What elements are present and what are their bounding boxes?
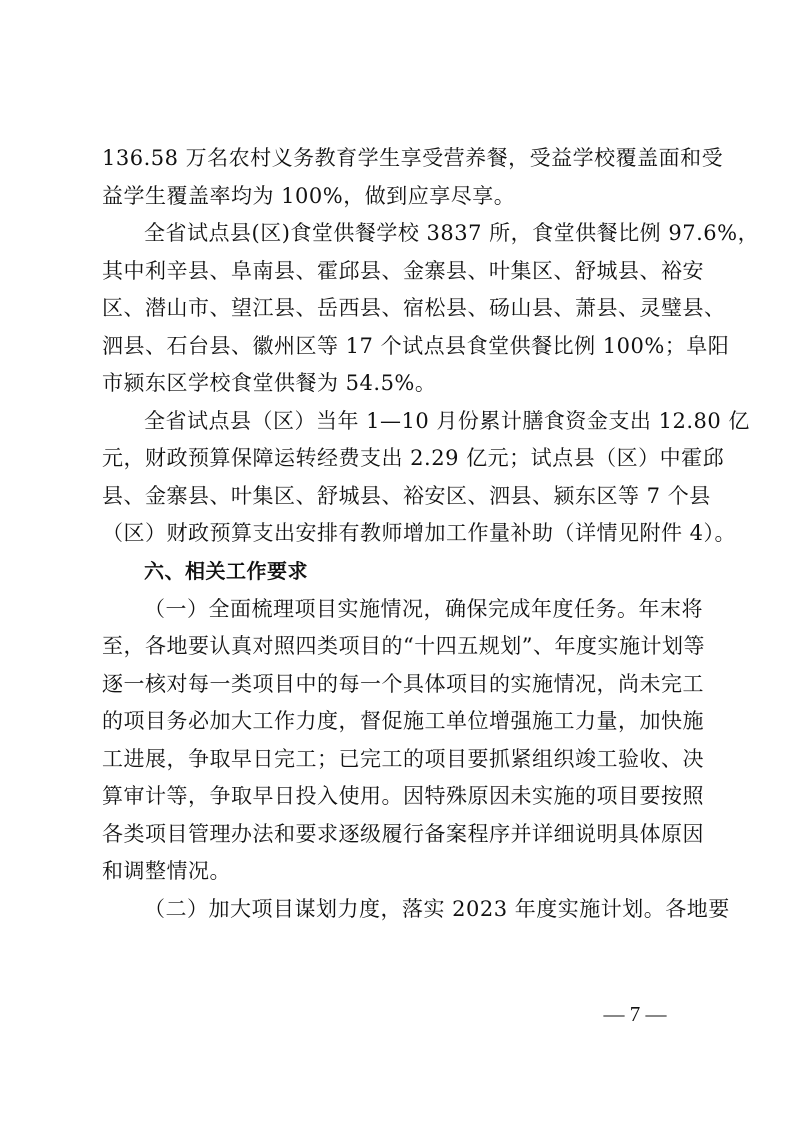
text-line: 县、金寨县、叶集区、舒城县、裕安区、泗县、颍东区等 7 个县 bbox=[102, 483, 711, 508]
text-line: 工进展，争取早日完工；已完工的项目要抓紧组织竣工验收、决 bbox=[102, 746, 704, 771]
paragraph bbox=[102, 591, 705, 891]
paragraph bbox=[102, 891, 730, 929]
text-line: 全省试点县(区)食堂供餐学校 3837 所，食堂供餐比例 97.6%， bbox=[144, 221, 760, 246]
paragraph bbox=[102, 140, 724, 215]
paragraph bbox=[102, 215, 760, 403]
text-line: （一）全面梳理项目实施情况，确保完成年度任务。年末将 bbox=[144, 596, 703, 621]
text-line: 逐一核对每一类项目中的每一个具体项目的实施情况，尚未完工 bbox=[102, 671, 704, 696]
section-heading bbox=[102, 553, 694, 591]
text-line: 泗县、石台县、徽州区等 17 个试点县食堂供餐比例 100%；阜阳 bbox=[102, 333, 730, 358]
text-line: 益学生覆盖率均为 100%，做到应享尽享。 bbox=[102, 183, 516, 208]
paragraph bbox=[102, 403, 750, 553]
text-line: 全省试点县（区）当年 1—10 月份累计膳食资金支出 12.80 亿 bbox=[144, 408, 750, 433]
text-line: 的项目务必加大工作力度，督促施工单位增强施工力量，加快施 bbox=[102, 709, 704, 734]
text-line: （二）加大项目谋划力度，落实 2023 年度实施计划。各地要 bbox=[144, 896, 730, 921]
text-line: 市颍东区学校食堂供餐为 54.5%。 bbox=[102, 371, 437, 396]
body-text bbox=[102, 140, 760, 928]
text-line: （区）财政预算支出安排有教师增加工作量补助（详情见附件 4）。 bbox=[102, 521, 737, 546]
text-line: 各类项目管理办法和要求逐级履行备案程序并详细说明具体原因 bbox=[102, 821, 704, 846]
text-line: 其中利辛县、阜南县、霍邱县、金寨县、叶集区、舒城县、裕安 bbox=[102, 258, 704, 283]
text-line: 区、潜山市、望江县、岳西县、宿松县、砀山县、萧县、灵璧县、 bbox=[102, 296, 726, 321]
text-line: 至，各地要认真对照四类项目的“十四五规划”、年度实施计划等 bbox=[102, 634, 705, 659]
heading-line: 六、相关工作要求 bbox=[144, 559, 308, 584]
text-line: 和调整情况。 bbox=[102, 859, 231, 884]
text-line: 算审计等，争取早日投入使用。因特殊原因未实施的项目要按照 bbox=[102, 784, 704, 809]
text-line: 136.58 万名农村义务教育学生享受营养餐，受益学校覆盖面和受 bbox=[102, 146, 724, 170]
text-line: 元，财政预算保障运转经费支出 2.29 亿元；试点县（区）中霍邱 bbox=[102, 446, 725, 471]
page-number: — 7 — bbox=[603, 1002, 667, 1026]
